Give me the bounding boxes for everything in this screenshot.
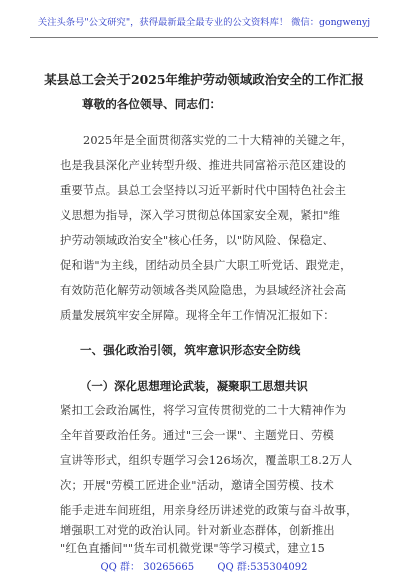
body-line: 紧扣工会政治属性，将学习宣传贯彻党的二十大精神作为 [60, 404, 347, 417]
footer-qq-group-1: QQ 群： 30265665 [100, 562, 195, 573]
footer-qq-group-2: QQ 群:535304092 [217, 562, 308, 573]
salutation: 尊敬的各位领导、同志们： [82, 97, 222, 111]
intro-line: 质量发展筑牢安全屏障。现将全年工作情况汇报如下： [60, 309, 335, 322]
intro-line: 义思想为指导，深入学习贯彻总体国家安全观，紧扣"维 [60, 209, 341, 222]
intro-line: 2025年是全面贯彻落实党的二十大精神的关键之年， [83, 134, 353, 147]
body-line: "红色直播间""货车司机微党课"等学习模式，建立15 [60, 542, 325, 555]
document-title: 某县总工会关于2025年维护劳动领域政治安全的工作汇报 [44, 72, 364, 87]
section-heading: 一、强化政治引领，筑牢意识形态安全防线 [80, 343, 301, 357]
body-line: 能手走进车间班组，用亲身经历讲述党的政策与奋斗故事， [60, 504, 358, 517]
page-footer [0, 558, 408, 573]
body-line: 全年首要政治任务。通过"三会一课"、主题党日、劳模 [60, 429, 334, 442]
intro-line: 促和谐"为主线，团结动员全县广大职工听党话、跟党走， [60, 259, 352, 272]
intro-line: 也是我县深化产业转型升级、推进共同富裕示范区建设的 [60, 159, 347, 172]
intro-line: 护劳动领域政治安全"核心任务，以"防风险、保稳定、 [60, 234, 334, 247]
subsection-heading: （一）深化思想理论武装，凝聚职工思想共识 [80, 379, 308, 393]
body-line: 宣讲等形式，组织专题学习会126场次，覆盖职工8.2万人 [60, 454, 353, 467]
body-line: 增强职工对党的政治认同。针对新业态群体，创新推出 [60, 524, 335, 537]
intro-line: 有效防范化解劳动领域各类风险隐患，为县域经济社会高 [60, 284, 347, 297]
intro-line: 重要节点。县总工会坚持以习近平新时代中国特色社会主 [60, 184, 347, 197]
header-banner: 关注头条号"公文研究"，获得最新最全最专业的公文资料库！ 微信：gongwenyj [37, 17, 371, 28]
body-line: 次；开展"劳模工匠进企业"活动，邀请全国劳模、技术 [60, 479, 334, 492]
